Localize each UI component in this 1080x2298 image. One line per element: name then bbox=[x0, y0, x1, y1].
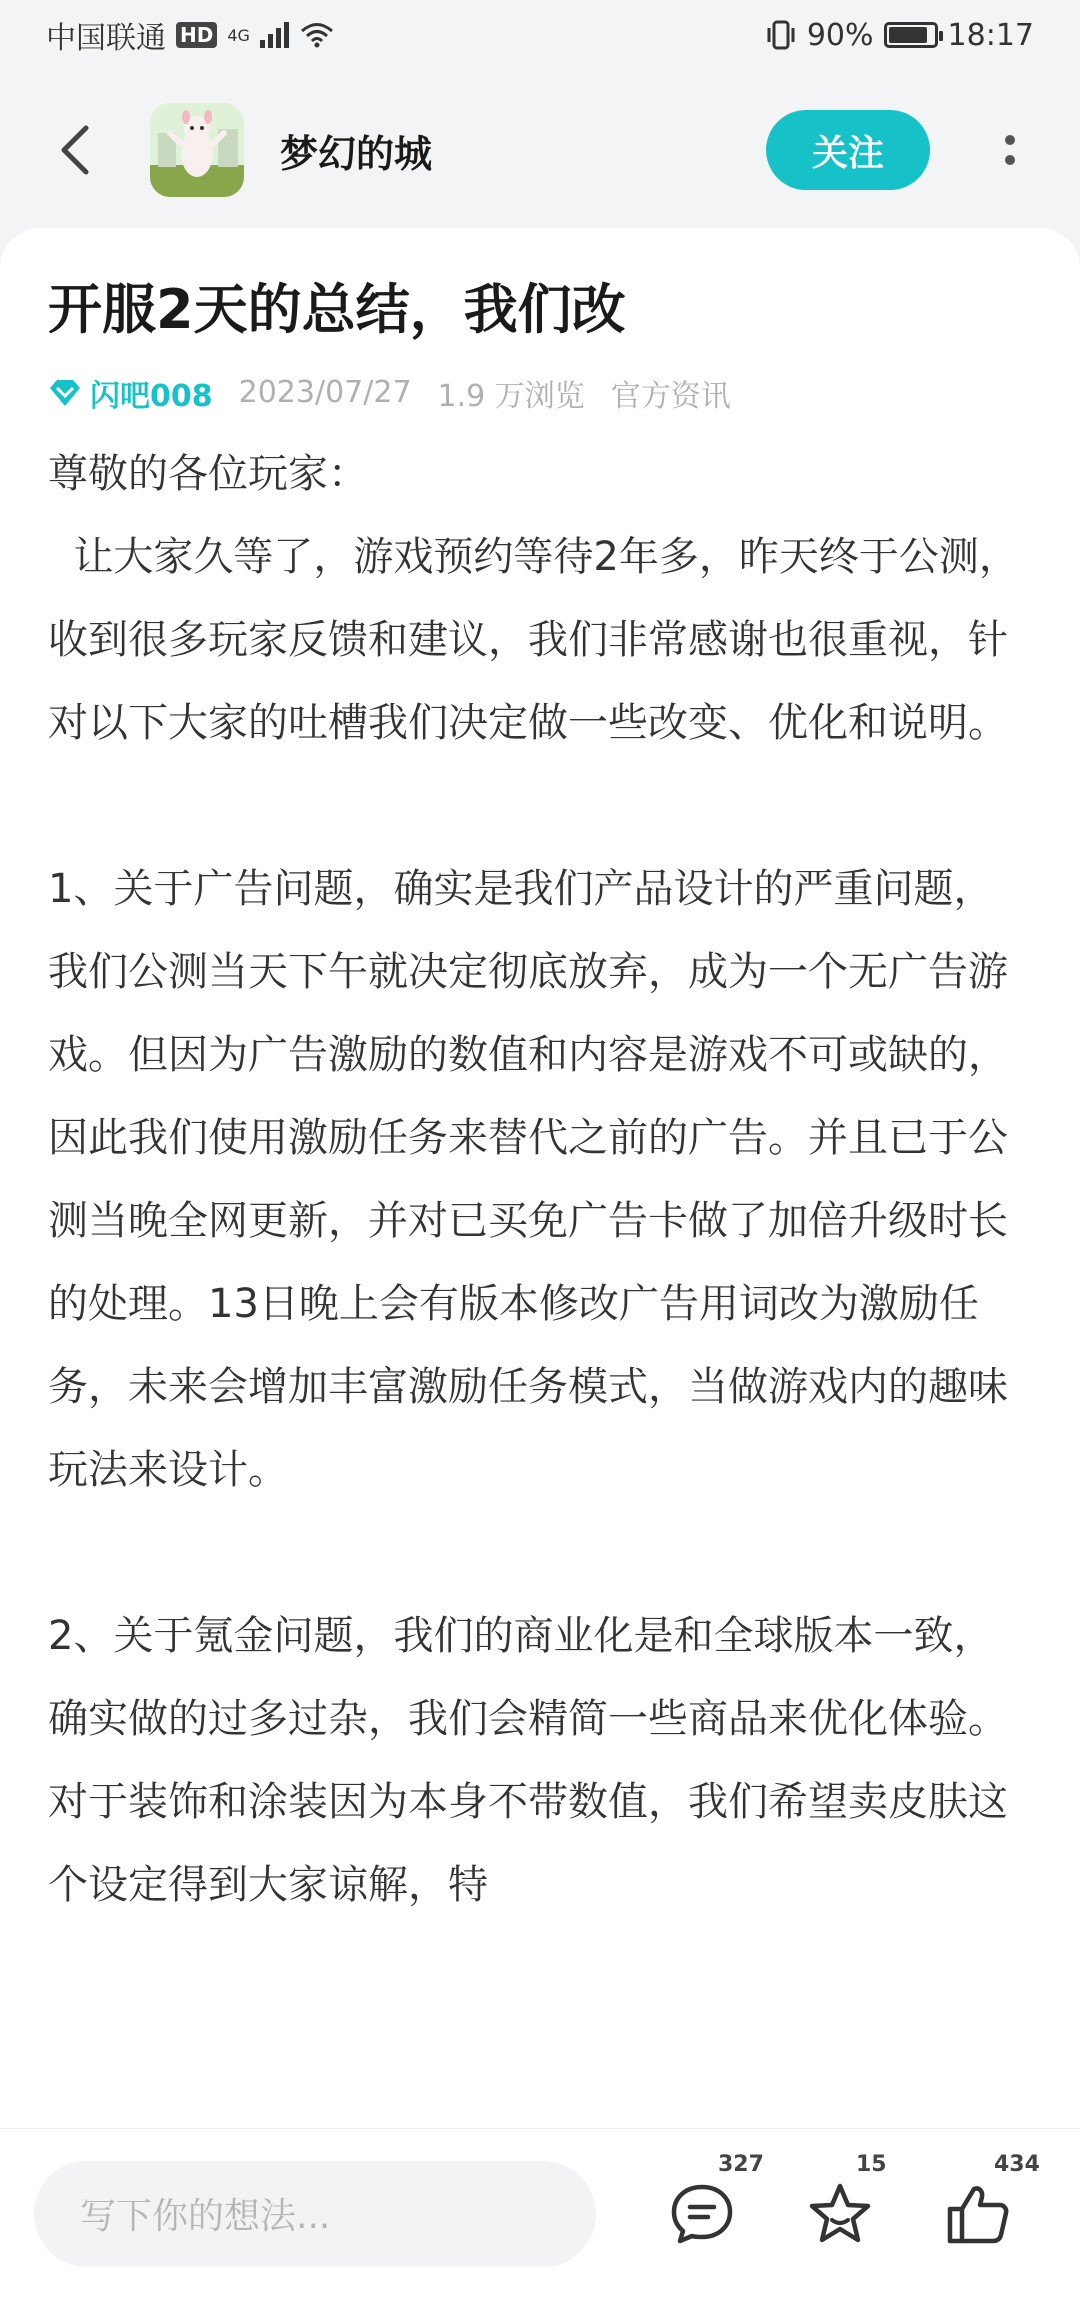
post-category[interactable]: 官方资讯 bbox=[610, 378, 731, 414]
post-content bbox=[0, 228, 1080, 2128]
author[interactable] bbox=[48, 371, 213, 415]
author-name: 闪吧008 bbox=[90, 378, 213, 414]
dot bbox=[1005, 155, 1015, 165]
bottom-bar bbox=[0, 2128, 1080, 2298]
battery-percent: 90% bbox=[806, 17, 874, 53]
post-body bbox=[48, 433, 1032, 1927]
paragraph: 让大家久等了，游戏预约等待2年多，昨天终于公测，收到很多玩家反馈和建议，我们非常感谢也很重视，针对以下大家的吐槽我们决定做一些改变、优化和说明。 bbox=[48, 533, 1019, 746]
view-count: 1.9 万浏览 bbox=[437, 378, 585, 414]
paragraph: 1、关于广告问题，确实是我们产品设计的严重问题，我们公测当天下午就决定彻底放弃，成为一个无广告游戏。但因为广告激励的数值和内容是游戏不可或缺的，因此我们使用激励任务来替代之前的广告。并且已于公测当晚全网更新，并对已买免广告卡做了加倍升级时长的处理。13日晚上会有版本修改广告用词改为激励任务，未来会增加丰富激励任务模式，当做游戏内的趣味玩法来设计。 bbox=[48, 865, 1008, 1493]
comment-count: 327 bbox=[718, 2151, 764, 2177]
chevron-left-icon bbox=[58, 124, 92, 176]
clock: 18:17 bbox=[947, 17, 1034, 53]
wifi-icon bbox=[300, 22, 334, 48]
post-title: 开服2天的总结，我们改 bbox=[48, 278, 626, 341]
hd-badge: HD bbox=[176, 22, 217, 48]
game-logo-icon bbox=[150, 103, 244, 197]
like-button[interactable] bbox=[938, 2151, 1040, 2254]
comment-input[interactable]: 写下你的想法... bbox=[34, 2161, 596, 2267]
comment-button[interactable] bbox=[662, 2151, 764, 2254]
carrier-label: 中国联通 bbox=[46, 21, 166, 56]
paragraph: 2、关于氪金问题，我们的商业化是和全球版本一致，确实做的过多过杂，我们会精简一些商品来优化体验。对于装饰和涂装因为本身不带数值，我们希望卖皮肤这个设定得到大家谅解，特 bbox=[48, 1612, 1008, 1908]
post-date: 2023/07/27 bbox=[238, 375, 412, 411]
paragraph bbox=[48, 1512, 1032, 1595]
post-meta bbox=[48, 371, 1032, 415]
top-bar bbox=[0, 90, 1080, 210]
back-button[interactable] bbox=[40, 115, 110, 185]
diamond-badge-icon bbox=[48, 378, 82, 408]
signal-icon bbox=[260, 22, 290, 48]
comment-icon bbox=[670, 2183, 734, 2245]
like-count: 434 bbox=[994, 2151, 1040, 2177]
follow-button[interactable]: 关注 bbox=[766, 110, 930, 190]
dot bbox=[1005, 135, 1015, 145]
battery-icon bbox=[884, 22, 938, 48]
favorite-button[interactable] bbox=[800, 2151, 887, 2254]
favorite-count: 15 bbox=[856, 2151, 887, 2177]
paragraph: 尊敬的各位玩家： bbox=[48, 450, 368, 497]
more-options-button[interactable] bbox=[980, 110, 1040, 190]
status-bar bbox=[0, 0, 1080, 70]
star-icon bbox=[807, 2182, 873, 2246]
thumbs-up-icon bbox=[946, 2183, 1010, 2245]
game-name[interactable]: 梦幻的城 bbox=[280, 131, 433, 176]
network-type: 4G bbox=[227, 25, 250, 45]
paragraph bbox=[48, 765, 1032, 848]
vibrate-icon bbox=[765, 20, 797, 50]
game-icon[interactable] bbox=[150, 103, 244, 197]
